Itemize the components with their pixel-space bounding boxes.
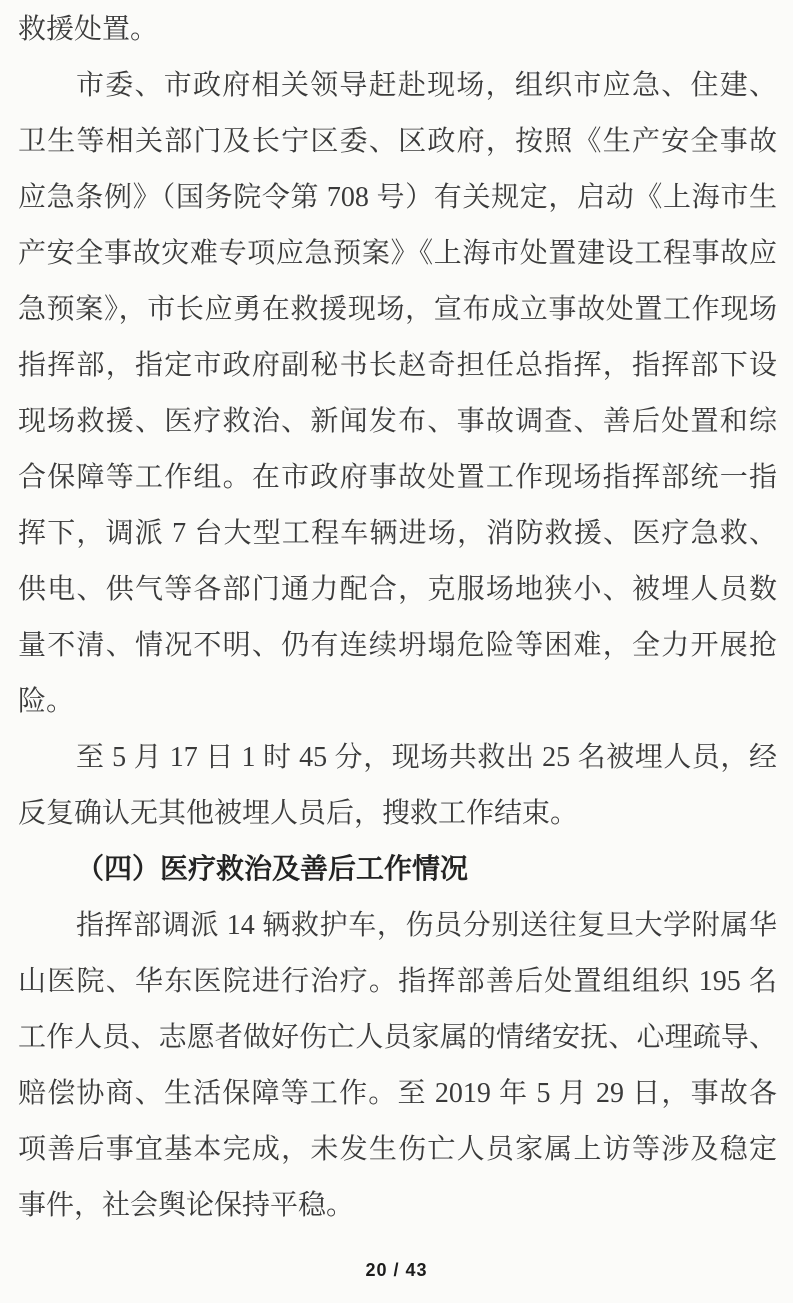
section-heading: （四）医疗救治及善后工作情况 <box>76 854 469 885</box>
text-line: 事件，社会舆论保持平稳。 <box>18 1190 355 1221</box>
text-line: 应急条例》（国务院令第 708 号）有关规定，启动《上海市生 <box>18 182 777 213</box>
text-line: 山医院、华东医院进行治疗。指挥部善后处置组组织 195 名 <box>18 966 777 997</box>
text-line: 项善后事宜基本完成，未发生伤亡人员家属上访等涉及稳定 <box>18 1134 777 1165</box>
text-line: 量不清、情况不明、仍有连续坍塌危险等困难，全力开展抢 <box>18 630 777 661</box>
text-line: 市委、市政府相关领导赶赴现场，组织市应急、住建、 <box>76 70 777 101</box>
text-line: 救援处置。 <box>18 14 159 45</box>
text-line: 赔偿协商、生活保障等工作。至 2019 年 5 月 29 日，事故各 <box>18 1078 777 1109</box>
text-line: 指挥部，指定市政府副秘书长赵奇担任总指挥，指挥部下设 <box>18 350 777 381</box>
text-line: 险。 <box>18 686 75 717</box>
text-line: 工作人员、志愿者做好伤亡人员家属的情绪安抚、心理疏导、 <box>18 1022 777 1053</box>
text-line: 挥下，调派 7 台大型工程车辆进场，消防救援、医疗急救、 <box>18 518 777 549</box>
text-line: 产安全事故灾难专项应急预案》《上海市处置建设工程事故应 <box>18 238 777 269</box>
document-text-block <box>18 2 777 1234</box>
text-line: 指挥部调派 14 辆救护车，伤员分别送往复旦大学附属华 <box>76 910 777 941</box>
page-number-indicator: 20 / 43 <box>365 1260 428 1280</box>
text-line: 供电、供气等各部门通力配合，克服场地狭小、被埋人员数 <box>18 574 777 605</box>
text-line: 卫生等相关部门及长宁区委、区政府，按照《生产安全事故 <box>18 126 777 157</box>
text-line: 急预案》，市长应勇在救援现场，宣布成立事故处置工作现场 <box>18 294 777 325</box>
text-line: 现场救援、医疗救治、新闻发布、事故调查、善后处置和综 <box>18 406 777 437</box>
text-line: 合保障等工作组。在市政府事故处置工作现场指挥部统一指 <box>18 462 777 493</box>
text-line: 至 5 月 17 日 1 时 45 分，现场共救出 25 名被埋人员，经 <box>76 742 777 773</box>
text-line: 反复确认无其他被埋人员后，搜救工作结束。 <box>18 798 579 829</box>
